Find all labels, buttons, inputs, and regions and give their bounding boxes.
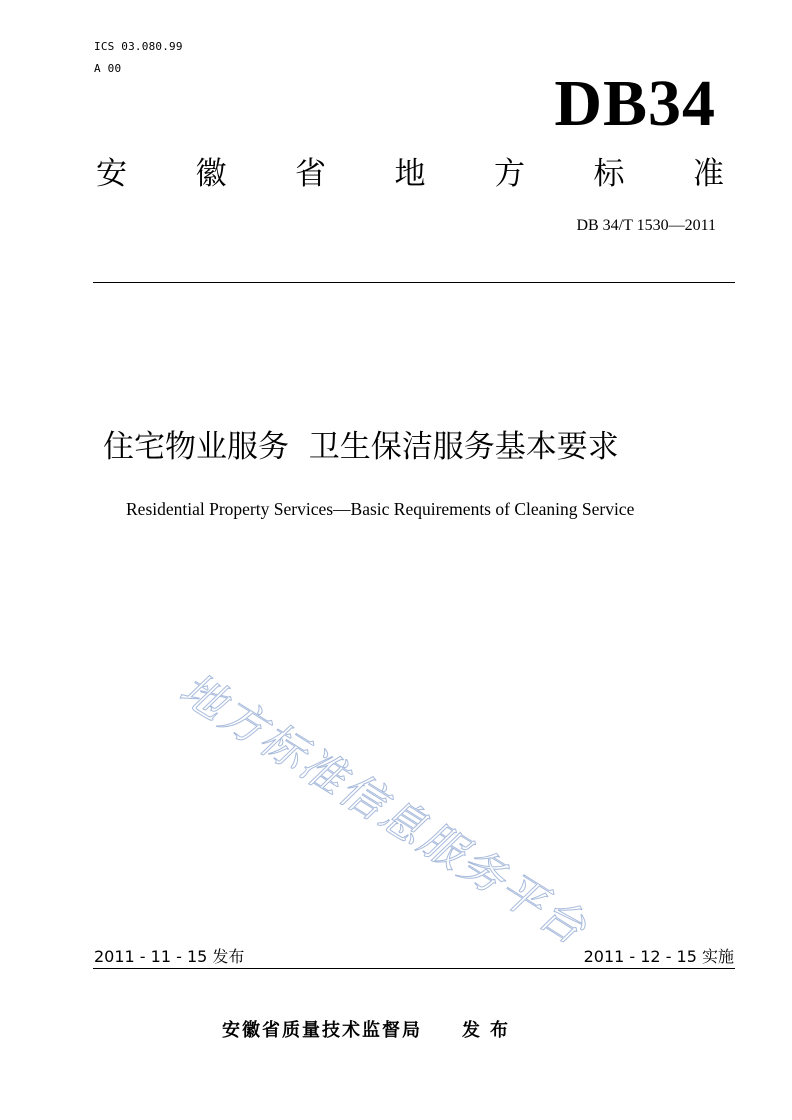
standard-type-char: 准 [693,156,724,192]
publisher-block [222,1017,518,1045]
standard-type-char: 安 [96,156,127,192]
db-logo: DB34 [554,67,716,140]
standard-number: DB 34/T 1530—2011 [576,217,716,234]
watermark: 地方标准信息服务平台 [170,663,597,956]
standard-type-char: 省 [295,156,326,192]
ics-code: ICS 03.080.99 [94,40,183,53]
footer-divider [93,968,735,969]
document-title-english: Residential Property Services—Basic Requirements of Cleaning Service [126,499,635,519]
standard-type-char: 地 [394,156,426,192]
header-divider [93,282,735,283]
implementation-date: 2011 - 12 - 15 实施 [583,947,734,966]
standard-type-char: 方 [494,156,525,192]
issue-date: 2011 - 11 - 15 发布 [94,947,245,966]
publisher-name: 安徽省质量技术监督局 [222,1020,422,1041]
document-title-chinese: 住宅物业服务 卫生保洁服务基本要求 [103,429,619,465]
standard-type-heading [96,152,724,196]
publish-label: 发布 [462,1020,518,1041]
standard-type-char: 标 [593,156,625,192]
standard-type-char: 徽 [195,156,227,192]
ccs-code: A 00 [94,62,122,75]
